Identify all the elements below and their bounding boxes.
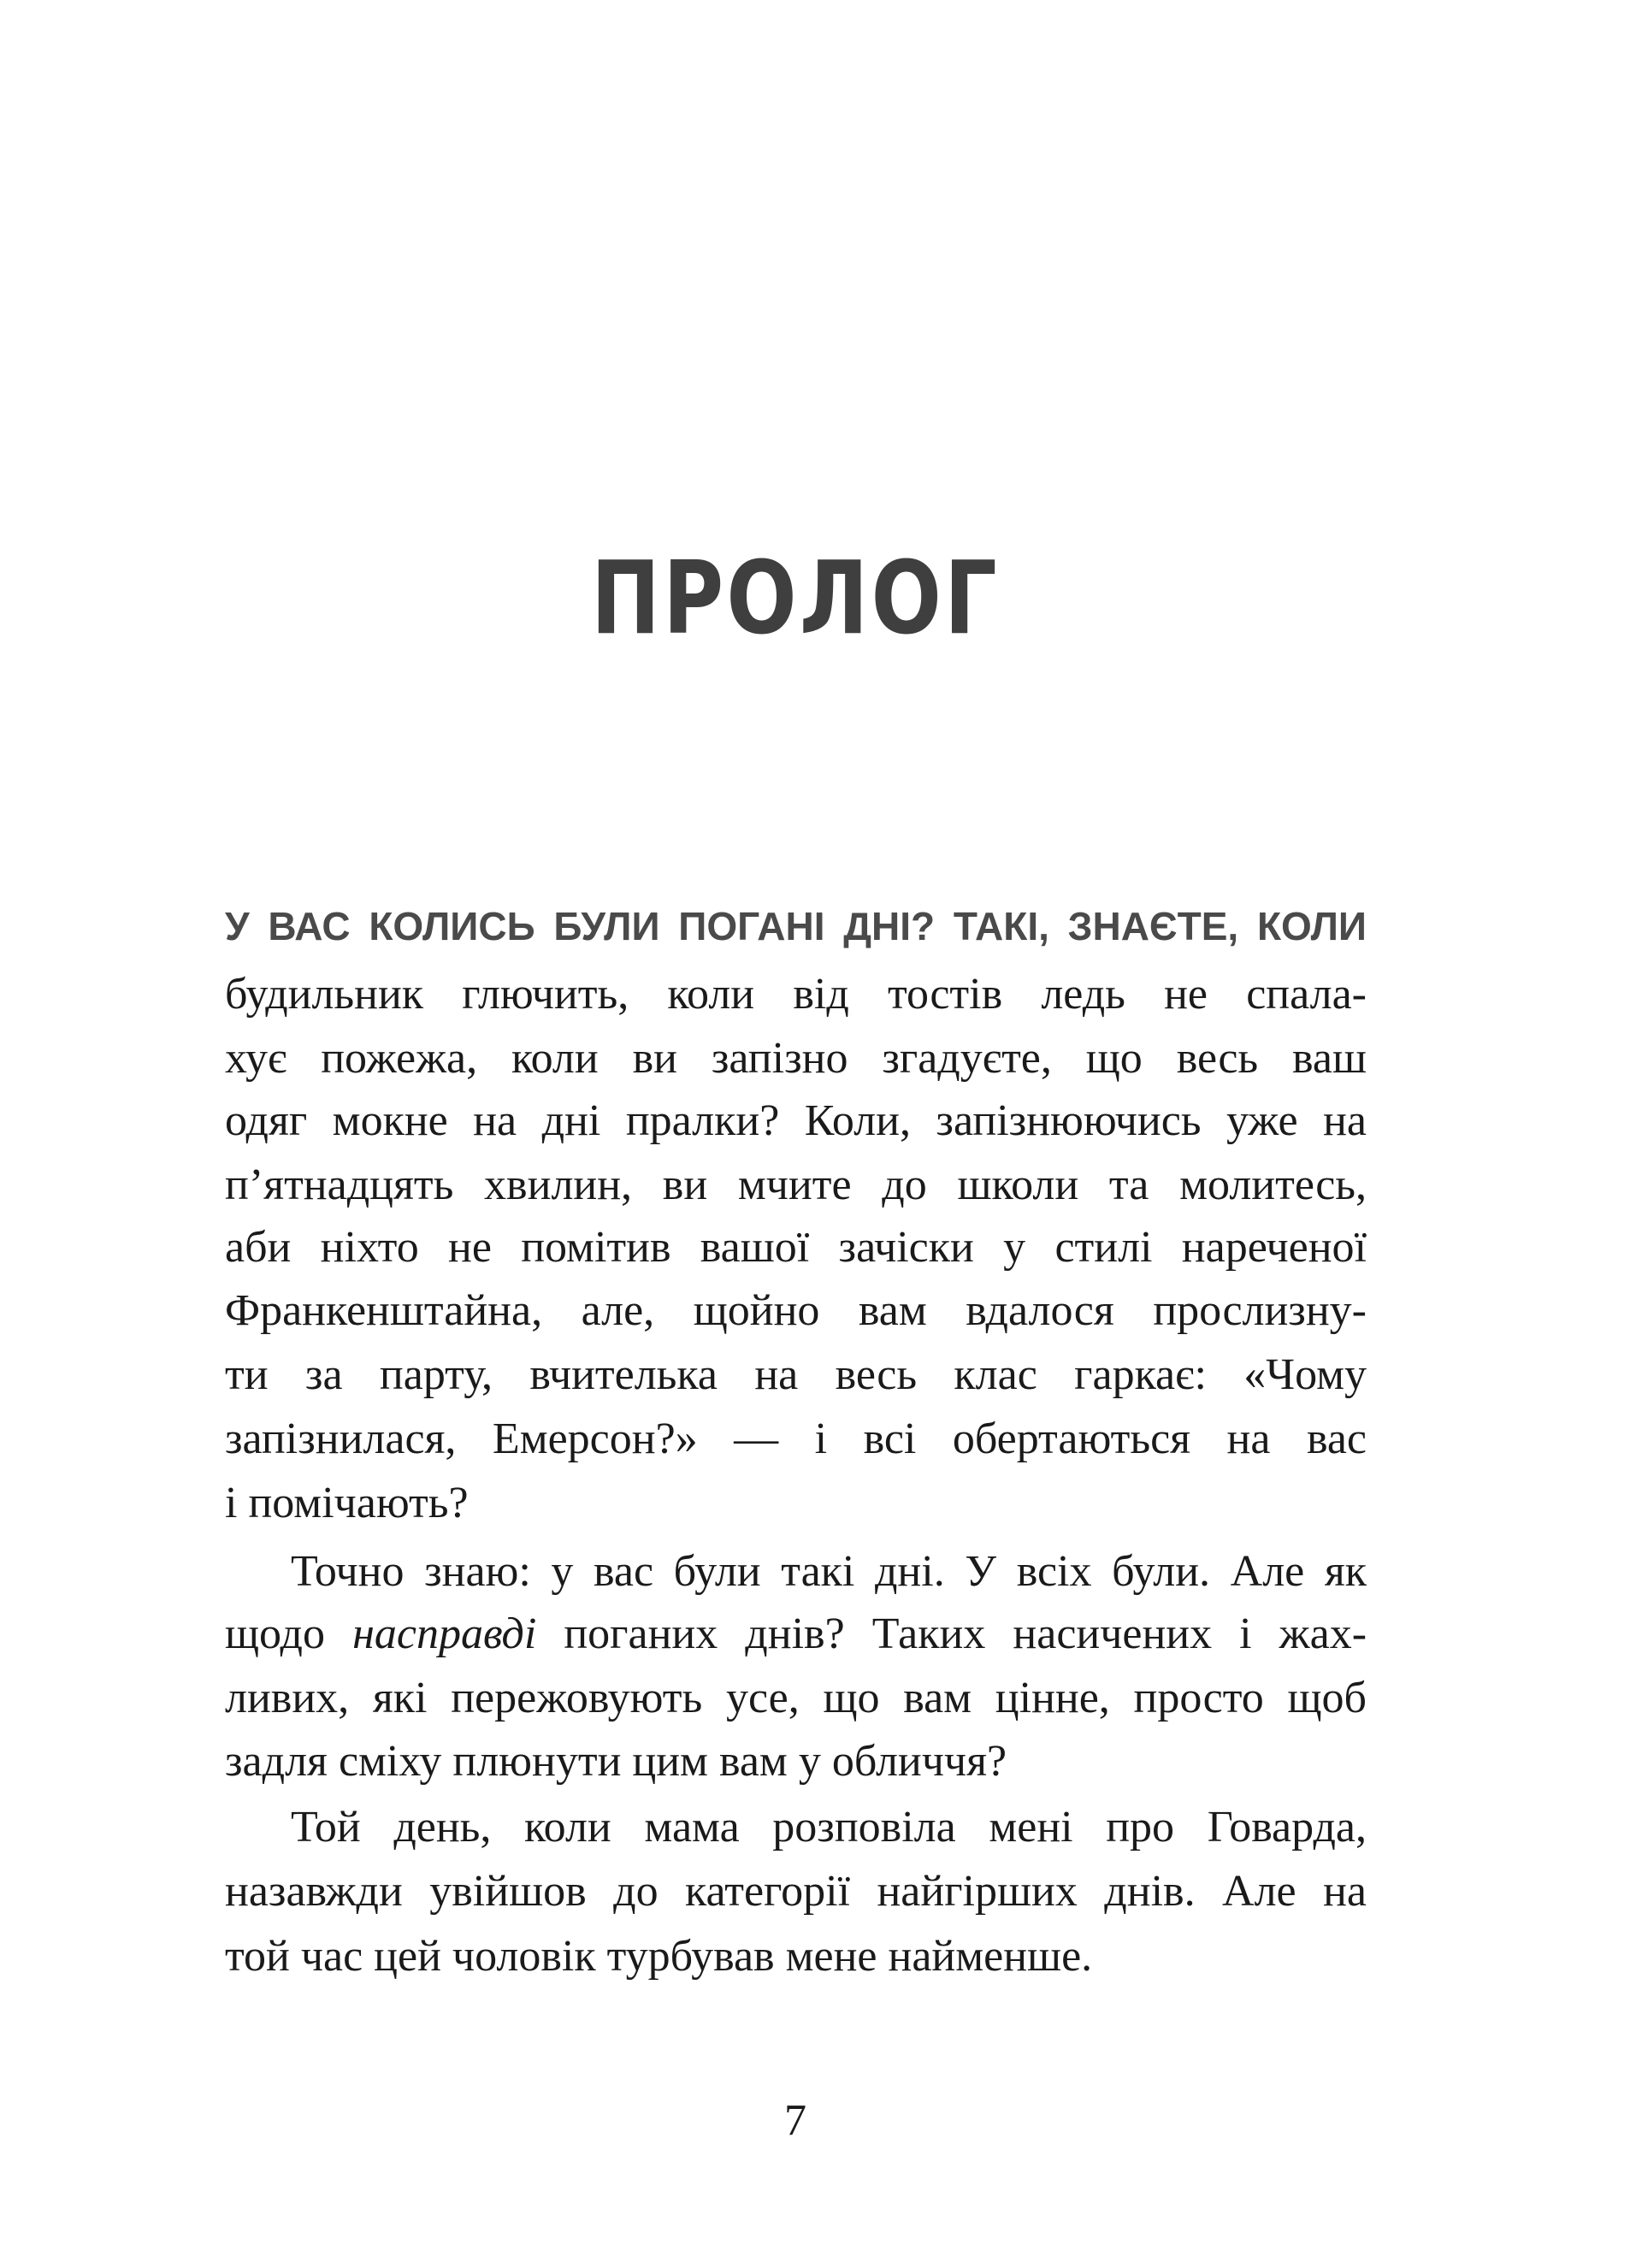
text-line: ливих, які пережовують усе, що вам цінне, просто щоб [225,1674,1367,1722]
italic-emphasis: насправді [352,1609,537,1658]
text-line: У ВАС КОЛИСЬ БУЛИ ПОГАНІ ДНІ? ТАКІ, ЗНАЄТЕ, КОЛИ [225,904,1367,948]
page-number: 7 [784,2096,806,2145]
text-line: хує пожежа, коли ви запізно згадуєте, що весь ваш [225,1034,1367,1083]
text-line [225,1603,1367,1666]
text-line: одяг мокне на дні пралки? Коли, запізнюючись уже на [225,1096,1367,1145]
text-line: задля сміху плюнути цим вам у обличчя? [225,1737,1007,1786]
text-line: той час цей чоловік турбував мене найменше. [225,1932,1093,1981]
text-segment: щодо [225,1609,353,1658]
text-line: Точно знаю: у вас були такі дні. У всіх були. Але як [291,1547,1367,1596]
text-line: будильник глючить, коли від тостів ледь не спала- [225,970,1367,1019]
text-line: і помічають? [225,1479,469,1527]
text-line: Той день, коли мама розповіла мені про Говарда, [291,1803,1367,1852]
text-line: назавжди увійшов до категорії найгірших днів. Але на [225,1867,1367,1916]
text-line: Франкенштайна, але, щойно вам вдалося прослизну- [225,1286,1367,1335]
text-line: ти за парту, вчителька на весь клас гаркає: «Чому [225,1350,1367,1399]
chapter-title: ПРОЛОГ [590,539,1001,657]
text-line: аби ніхто не помітив вашої зачіски у стилі нареченої [225,1223,1367,1272]
text-line: запізнилася, Емерсон?» — і всі обертаються на вас [225,1415,1367,1463]
text-segment: поганих днів? Таких насичених і жах- [536,1609,1367,1658]
text-line: п’ятнадцять хвилин, ви мчите до школи та молитесь, [225,1161,1367,1209]
